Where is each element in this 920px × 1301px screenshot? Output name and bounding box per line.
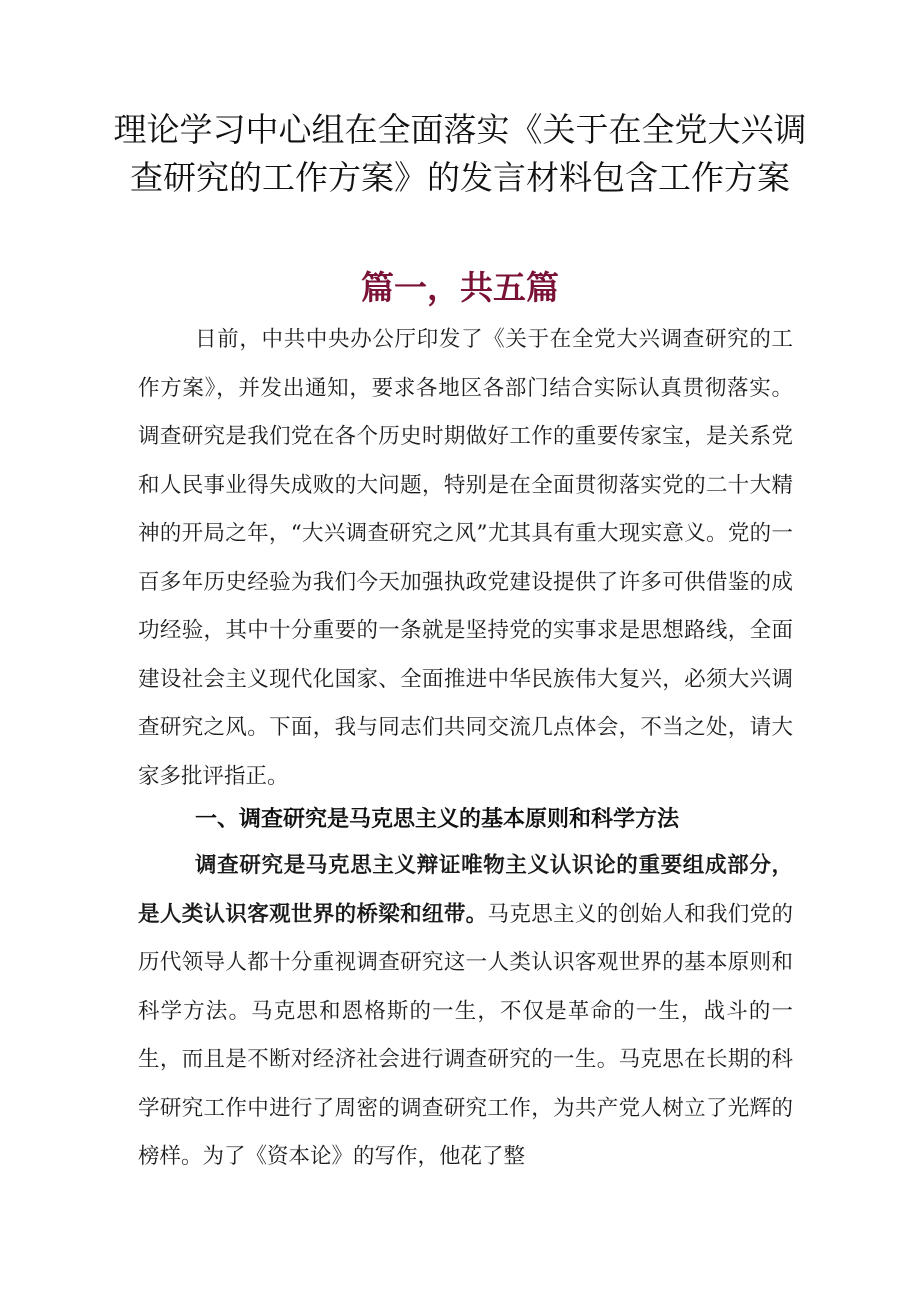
document-title: 理论学习中心组在全面落实《关于在全党大兴调查研究的工作方案》的发言材料包含工作方案	[113, 110, 807, 197]
document-subtitle: 篇一，共五篇	[361, 268, 559, 307]
paragraph-section-1	[138, 842, 793, 1182]
paragraph-lead-sentence: 调查研究是马克思主义辩证唯物主义认识论的重要组成部分，是人类认识客观世界的桥梁和纽带。	[138, 853, 793, 927]
paragraph-body-text: 马克思主义的创始人和我们党的历代领导人都十分重视调查研究这一人类认识客观世界的基本原则和科学方法。马克思和恩格斯的一生，不仅是革命的一生，战斗的一生，而且是不断对经济社会进行调查研究的一生。马克思在长期的科学研究工作中进行了周密的调查研究工作，为共产党人树立了光辉的榜样。为了《资本论》的写作，他花了整	[138, 901, 793, 1169]
section-heading-1: 一、调查研究是马克思主义的基本原则和科学方法	[195, 807, 680, 832]
paragraph-intro: 日前，中共中央办公厅印发了《关于在全党大兴调查研究的工作方案》，并发出通知，要求各地区各部门结合实际认真贯彻落实。调查研究是我们党在各个历史时期做好工作的重要传家宝，是关系党和人民事业得失成败的大问题，特别是在全面贯彻落实党的二十大精神的开局之年，“大兴调查研究之风”尤其具有重大现实意义。党的一百多年历史经验为我们今天加强执政党建设提供了许多可供借鉴的成功经验，其中十分重要的一条就是坚持党的实事求是思想路线，全面建设社会主义现代化国家、全面推进中华民族伟大复兴，必须大兴调查研究之风。下面，我与同志们共同交流几点体会，不当之处，请大家多批评指正。	[138, 327, 793, 789]
